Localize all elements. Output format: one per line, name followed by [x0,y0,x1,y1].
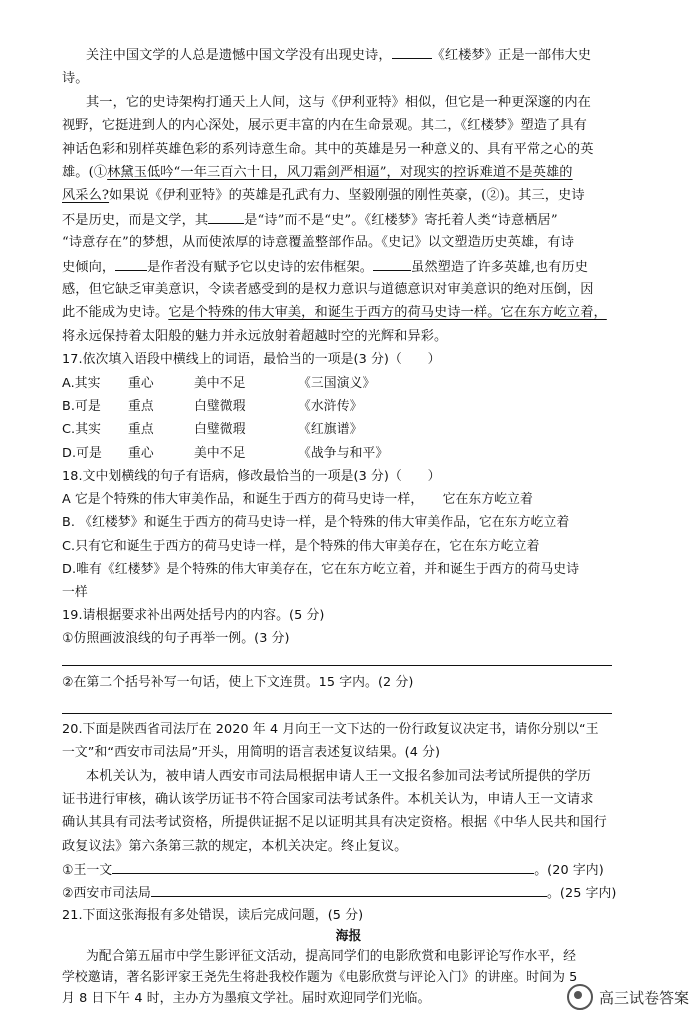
q18-option-c[interactable]: C.只有它和诞生于西方的荷马史诗一样，是个特殊的伟大审美存在，它在东方屹立着 [62,539,540,554]
passage-line: 感，但它缺乏审美意识，令读者感受到的是权力意识与道德意识对审美意识的绝对压倒，因 [62,282,594,297]
q18-option-d-cont: 一样 [62,585,88,600]
blank-1 [392,46,432,59]
passage-line: 不是历史，而是文学，其 是“诗”而不是“史”。《红楼梦》寄托着人类“诗意栖居” [62,213,558,228]
answer-blank[interactable] [112,861,534,874]
poster-title: 海报 [335,929,362,944]
q18-option-d[interactable]: D.唯有《红楼梦》是个特殊的伟大审美存在，它在东方屹立着，并和诞生于西方的荷马史诗 [62,562,580,577]
answer-line[interactable] [62,713,612,714]
poster-line: 学校邀请，著名影评家王尧先生将赴我校作题为《电影欣赏与评论入门》的讲座。时间为 5 [62,970,578,985]
wechat-icon [567,984,593,1010]
passage-line-underlined: 雄。(①林黛玉低吟“一年三百六十日，风刀霜剑严相逼”，对现实的控诉难道不是英雄的 [62,165,573,180]
question-17-stem: 17.依次填入语段中横线上的词语，最恰当的一项是(3 分)（ ） [62,352,441,367]
question-20-stem-cont: 一文”和“西安市司法局”开头，用简明的语言表述复议结果。(4 分) [62,745,441,760]
passage-line: 史倾向， 是作者没有赋予它以史诗的宏伟框架。 虽然塑造了许多英雄,也有历史 [62,260,589,275]
question-19-stem: 19.请根据要求补出两处括号内的内容。(5 分) [62,608,325,623]
q17-option-b[interactable]: B.可是 重点 白璧微瑕 《水浒传》 [62,399,363,414]
answer-line[interactable] [62,665,612,666]
q17-option-c[interactable]: C.其实 重点 白璧微瑕 《红旗谱》 [62,422,363,437]
q20-document-line: 证书进行审核，确认该学历证书不符合国家司法考试条件。本机关认为，申请人王一文请求 [62,792,594,807]
answer-blank[interactable] [151,884,547,897]
q17-option-d[interactable]: D.可是 重心 美中不足 《战争与和平》 [62,446,389,461]
badge-label: 高三试卷答案 [598,988,689,1007]
q20-document-line: 政复议法》第六条第三款的规定，本机关决定。终止复议。 [62,839,408,854]
q20-answer-2[interactable]: ②西安市司法局 。(25 字内) [62,886,617,901]
passage-line-underlined: 此不能成为史诗。它是个特殊的伟大审美，和诞生于西方的荷马史诗一样。它在东方屹立着， [62,305,607,320]
blank-3 [115,258,147,271]
passage-line: 将永远保持着太阳般的魅力并永远放射着超越时空的光辉和异彩。 [62,329,448,344]
poster-line: 月 8 日下午 4 时，主办方为墨痕文学社。届时欢迎同学们光临。 [62,991,431,1006]
q20-document-line: 本机关认为，被申请人西安市司法局根据申请人王一文报名参加司法考试所提供的学历 [86,769,591,784]
question-18-stem: 18.文中划横线的句子有语病，修改最恰当的一项是(3 分)（ ） [62,469,441,484]
question-20-stem: 20.下面是陕西省司法厅在 2020 年 4 月向王一文下达的一份行政复议决定书，请你分别以“王 [62,722,599,737]
passage-line: “诗意存在”的梦想，从而使浓厚的诗意覆盖整部作品。《史记》以文塑造历史英雄，有诗 [62,235,575,250]
passage-line: 神话色彩和别样英雄色彩的系列诗意生命。其中的英雄是另一种意义的、具有平常之心的英 [62,142,594,157]
poster-line: 为配合第五届市中学生影评征文活动，提高同学们的电影欣赏和电影评论写作水平，经 [86,949,577,964]
q20-answer-1[interactable]: ①王一文 。(20 字内) [62,863,604,878]
q18-option-b[interactable]: B. 《红楼梦》和诞生于西方的荷马史诗一样，是个特殊的伟大审美作品，它在东方屹立着 [62,515,570,530]
passage-line: 其一，它的史诗架构打通天上人间，这与《伊利亚特》相似，但它是一种更深邃的内在 [86,95,591,110]
q20-document-line: 确认其具有司法考试资格，所提供证据不足以证明其具有决定资格。根据《中华人民共和国行 [62,815,607,830]
blank-4 [373,258,411,271]
intro-line-1: 关注中国文学的人总是遗憾中国文学没有出现史诗， 《红楼梦》正是一部伟大史 [86,48,592,63]
q18-option-a[interactable]: A 它是个特殊的伟大审美作品，和诞生于西方的荷马史诗一样， 它在东方屹立着 [62,492,533,507]
question-21-stem: 21.下面这张海报有多处错误，读后完成问题，(5 分) [62,908,364,923]
q17-option-a[interactable]: A.其实 重心 美中不足 《三国演义》 [62,376,376,391]
q19-part-2: ②在第二个括号补写一句话，使上下文连贯。15 字内。(2 分) [62,675,414,690]
intro-line-2: 诗。 [62,71,89,86]
q19-part-1: ①仿照画波浪线的句子再举一例。(3 分) [62,631,290,646]
passage-line: 风采么?如果说《伊利亚特》的英雄是孔武有力、坚毅刚强的刚性英豪，(②)。其三，史诗 [62,188,585,203]
wechat-badge [567,984,689,1010]
blank-2 [208,211,244,224]
passage-line: 视野，它挺进到人的内心深处，展示更丰富的内在生命景观。其二，《红楼梦》塑造了具有 [62,118,587,133]
